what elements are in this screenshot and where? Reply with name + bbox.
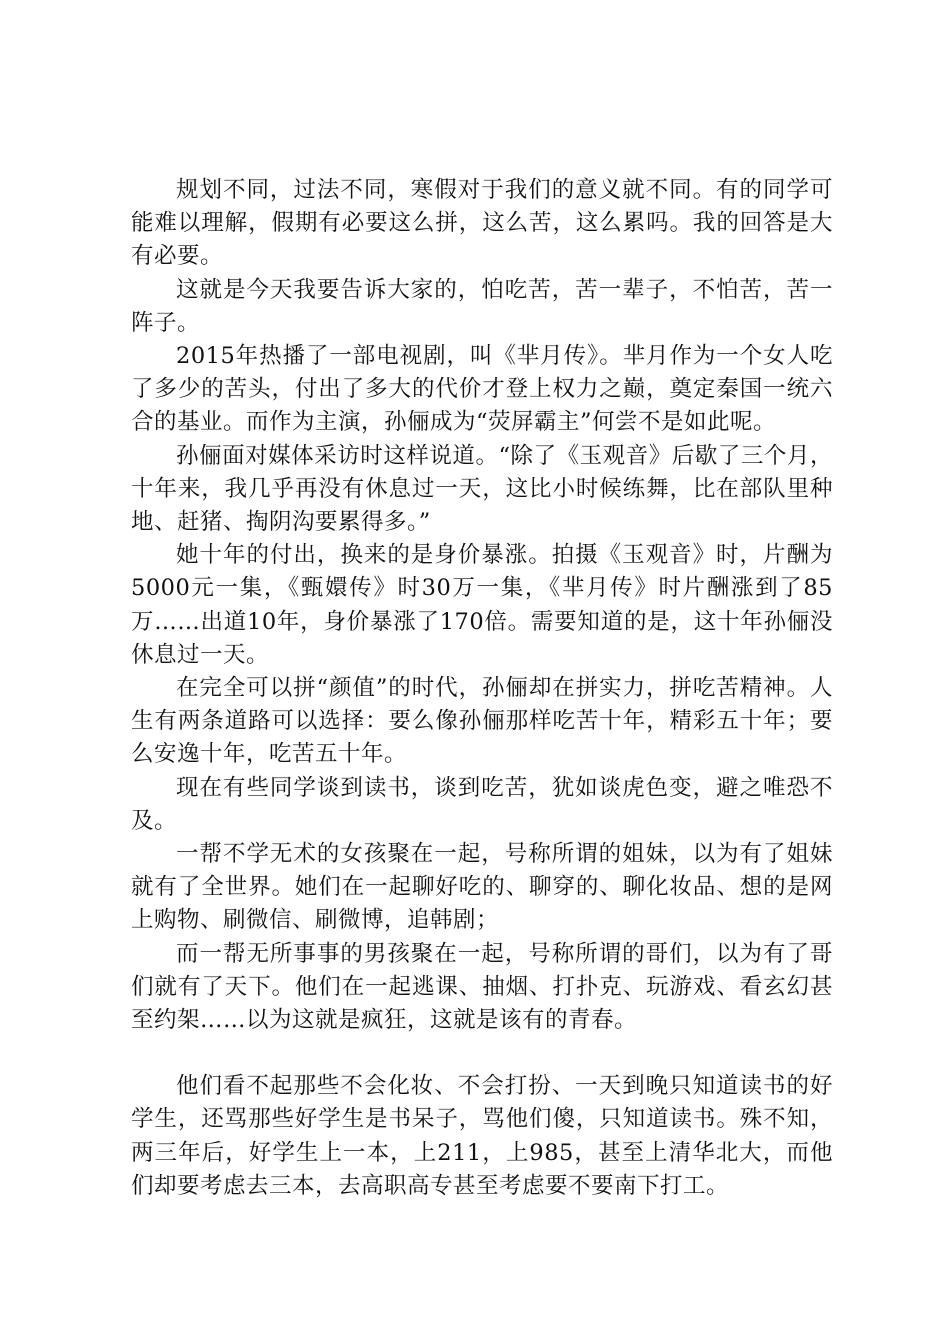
- paragraph-2: 这就是今天我要告诉大家的，怕吃苦，苦一辈子，不怕苦，苦一阵子。: [131, 276, 833, 336]
- paragraph-4: 孙俪面对媒体采访时这样说道。“除了《玉观音》后歇了三个月，十年来，我几乎再没有休息过一天，这比小时候练舞，比在部队里种地、赶猪、掏阴沟要累得多。”: [131, 442, 833, 536]
- paragraph-6: 在完全可以拼“颜值”的时代，孙俪却在拼实力，拼吃苦精神。人生有两条道路可以选择：要么像孙俪那样吃苦十年，精彩五十年；要么安逸十年，吃苦五十年。: [131, 675, 833, 768]
- document-body: [131, 174, 833, 1203]
- paragraph-5: 她十年的付出，换来的是身价暴涨。拍摄《玉观音》时，片酬为5000元一集，《甄嬛传》时30万一集，《芈月传》时片酬涨到了85万……出道10年，身价暴涨了170倍。需要知道的是，这十年孙俪没休息过一天。: [131, 542, 833, 668]
- paragraph-10: 他们看不起那些不会化妆、不会打扮、一天到晚只知道读书的好学生，还骂那些好学生是书呆子，骂他们傻，只知道读书。殊不知，两三年后，好学生上一本，上211，上985，甚至上清华北大，而他们却要考虑去三本，去高职高专甚至考虑要不要南下打工。: [131, 1073, 833, 1199]
- paragraph-8: 一帮不学无术的女孩聚在一起，号称所谓的姐妹，以为有了姐妹就有了全世界。她们在一起聊好吃的、聊穿的、聊化妆品、想的是网上购物、刷微信、刷微博，追韩剧；: [131, 841, 833, 934]
- paragraph-3: 2015年热播了一部电视剧，叫《芈月传》。芈月作为一个女人吃了多少的苦头，付出了多大的代价才登上权力之巅，奠定秦国一统六合的基业。而作为主演，孙俪成为“荧屏霸主”何尝不是如此呢。: [131, 343, 833, 436]
- paragraph-7: 现在有些同学谈到读书，谈到吃苦，犹如谈虎色变，避之唯恐不及。: [131, 774, 833, 834]
- paragraph-9: 而一帮无所事事的男孩聚在一起，号称所谓的哥们，以为有了哥们就有了天下。他们在一起逃课、抽烟、打扑克、玩游戏、看玄幻甚至约架……以为这就是疯狂，这就是该有的青春。: [131, 940, 833, 1034]
- paragraph-1: 规划不同，过法不同，寒假对于我们的意义就不同。有的同学可能难以理解，假期有必要这么拼，这么苦，这么累吗。我的回答是大有必要。: [131, 177, 833, 270]
